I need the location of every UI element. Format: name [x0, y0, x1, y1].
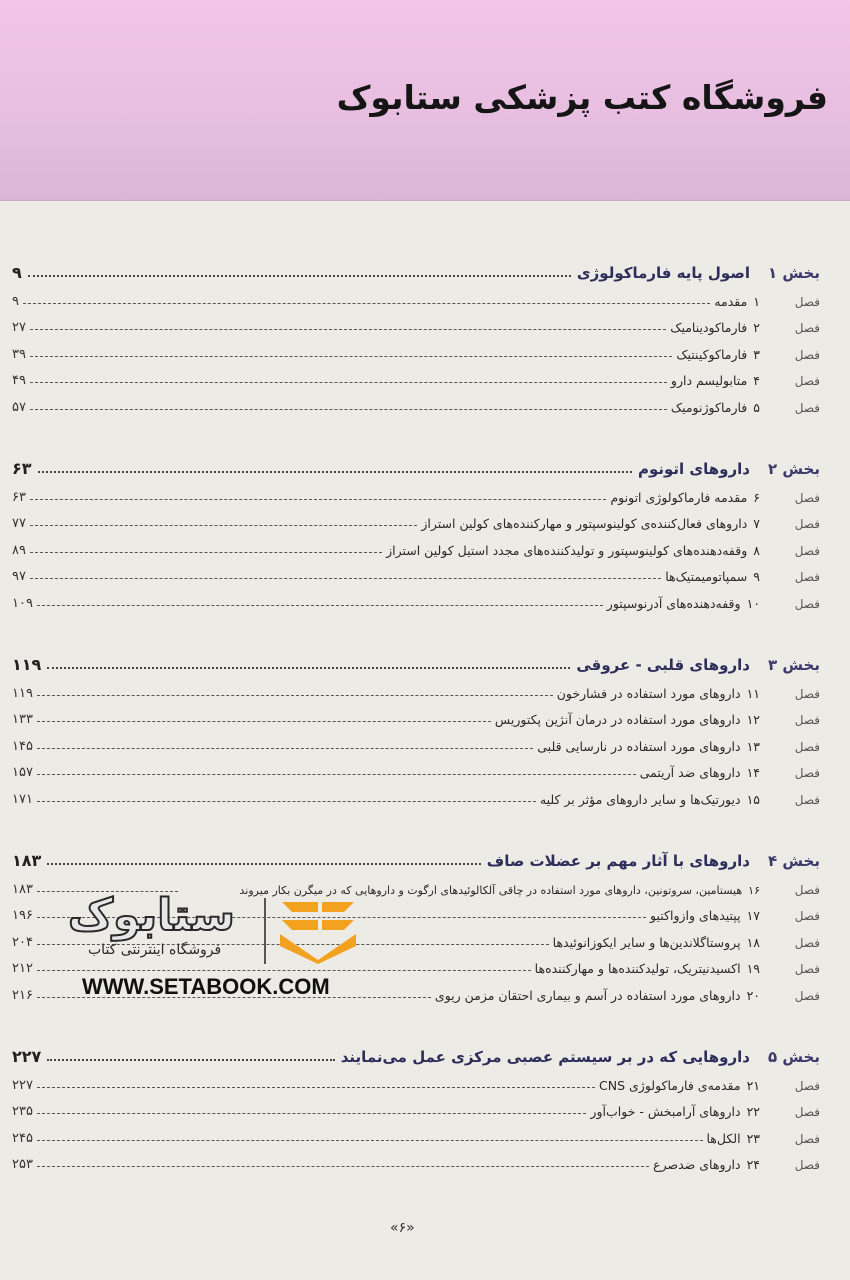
section-page: ۱۸۳: [12, 851, 42, 870]
chapter-title: داروهای مورد استفاده در آسم و بیماری احتقان مزمن ریوی: [434, 987, 741, 1003]
section-page: ۱۱۹: [12, 655, 42, 674]
dash-leader: [30, 499, 606, 500]
toc-section: [12, 448, 820, 611]
dash-leader: [37, 801, 536, 802]
chapter-title: داروهای مورد استفاده در فشارخون: [556, 685, 741, 701]
chapter-number: ۱: [753, 293, 760, 309]
chapter-label: فصل: [794, 882, 820, 897]
section-heading[interactable]: [12, 644, 820, 674]
chapter-page: ۱۹۶: [12, 908, 33, 923]
section-heading[interactable]: [12, 252, 820, 282]
chapter-page: ۱۸۳: [12, 881, 33, 897]
dash-leader: [30, 356, 672, 357]
dot-leader: [47, 667, 570, 669]
chapter-page: ۳۹: [12, 346, 26, 362]
dot-leader: [38, 471, 632, 473]
chapter-label: فصل: [794, 909, 820, 923]
section-label: بخش ۲: [767, 460, 820, 478]
brand-wordmark: ستابوک: [68, 890, 235, 941]
chapter-label: فصل: [794, 294, 820, 309]
chapter-title: داروهای مورد استفاده در نارسایی قلبی: [537, 738, 741, 754]
chapter-number: ۴: [753, 373, 760, 388]
chapter-label: فصل: [794, 766, 820, 780]
chapter-number: ۲۴: [746, 1157, 760, 1172]
dash-leader: [37, 1166, 649, 1167]
section-title: داروهایی که در بر سیستم عصبی مرکزی عمل می‌نمایند: [340, 1048, 750, 1066]
chapter-number: ۱۰: [746, 595, 760, 611]
chapter-row[interactable]: [12, 1146, 820, 1173]
chapter-page: ۱۷۱: [12, 791, 33, 807]
chapter-page: ۱۱۹: [12, 685, 33, 701]
chapter-page: ۲۵۳: [12, 1157, 33, 1172]
chapter-page: ۲۳۵: [12, 1104, 33, 1119]
chapter-label: فصل: [794, 596, 820, 611]
chapter-label: فصل: [794, 962, 820, 976]
chapter-title: هیستامین، سروتونین، داروهای مورد استفاده در چاقی آلکالوئیدهای ارگوت و داروهایی که در میگرن بکار میروند: [239, 883, 743, 897]
dash-leader: [37, 1113, 586, 1114]
chapter-label: فصل: [794, 517, 820, 531]
chapter-page: ۹: [12, 293, 19, 309]
chapter-page: ۵۷: [12, 399, 26, 415]
chapter-number: ۱۱: [746, 685, 760, 701]
chapter-row[interactable]: [12, 558, 820, 585]
dot-leader: [47, 863, 480, 865]
chapter-page: ۱۳۳: [12, 712, 33, 727]
chapter-row[interactable]: [12, 780, 820, 807]
dash-leader: [37, 748, 533, 749]
dash-leader: [30, 382, 667, 383]
chapter-title: فارماکوکینتیک: [676, 346, 748, 362]
chapter-title: داروهای مورد استفاده در درمان آنژین پکتوریس: [494, 712, 741, 727]
chapter-number: ۶: [753, 489, 760, 505]
chapter-number: ۱۷: [746, 908, 760, 923]
chapter-title: مقدمه فارماکولوژی اتونوم: [610, 489, 748, 505]
chapter-row[interactable]: [12, 1066, 820, 1093]
toc-section: [12, 1036, 820, 1172]
header-banner: [0, 0, 850, 201]
chapter-number: ۲۱: [746, 1077, 760, 1093]
chapter-page: ۴۹: [12, 373, 26, 388]
chapter-title: الکل‌ها: [706, 1130, 741, 1146]
chapter-label: فصل: [794, 543, 820, 558]
chapter-page: ۱۴۵: [12, 738, 33, 754]
chapter-label: فصل: [794, 1131, 820, 1146]
chapter-page: ۲۱۲: [12, 961, 33, 976]
chapter-title: دیورتیک‌ها و سایر داروهای مؤثر بر کلیه: [539, 791, 741, 807]
chapter-number: ۷: [753, 516, 760, 531]
dash-leader: [30, 552, 382, 553]
section-heading[interactable]: [12, 448, 820, 478]
chapter-page: ۸۹: [12, 542, 26, 558]
chapter-row[interactable]: [12, 1119, 820, 1146]
chapter-title: داروهای فعال‌کننده‌ی کولینوسپتور و مهارکننده‌های کولین استراز: [421, 516, 748, 531]
chapter-row[interactable]: [12, 727, 820, 754]
chapter-title: داروهای آرامبخش - خواب‌آور: [590, 1104, 741, 1119]
chapter-label: فصل: [794, 739, 820, 754]
dash-leader: [30, 525, 417, 526]
toc-page: [0, 200, 850, 1280]
section-title: داروهای با آثار مهم بر عضلات صاف: [486, 852, 750, 870]
chapter-page: ۹۷: [12, 569, 26, 584]
dash-leader: [30, 578, 661, 579]
section-label: بخش ۱: [767, 264, 820, 282]
chapter-number: ۲۲: [746, 1104, 760, 1119]
section-label: بخش ۵: [767, 1048, 820, 1066]
section-page: ۹: [12, 263, 22, 282]
chapter-row[interactable]: [12, 309, 820, 336]
chapter-title: مقدمه: [714, 293, 748, 309]
dash-leader: [37, 1087, 595, 1088]
chapter-number: ۲۰: [746, 987, 760, 1003]
chapter-page: ۲۴۵: [12, 1130, 33, 1146]
chapter-row[interactable]: [12, 754, 820, 781]
chapter-row[interactable]: [12, 701, 820, 728]
chapter-number: ۵: [753, 399, 760, 415]
chapter-row[interactable]: [12, 505, 820, 532]
chapter-number: ۱۴: [746, 765, 760, 780]
chapter-label: فصل: [794, 347, 820, 362]
chapter-page: ۶۳: [12, 489, 26, 505]
section-label: بخش ۴: [767, 852, 820, 870]
chapter-row[interactable]: [12, 584, 820, 611]
chapter-row[interactable]: [12, 478, 820, 505]
chapter-number: ۱۸: [746, 934, 760, 950]
page-number: «۶»: [390, 1220, 415, 1236]
chapter-label: فصل: [794, 400, 820, 415]
chapter-row[interactable]: [12, 388, 820, 415]
chapter-page: ۲۷: [12, 320, 26, 335]
chapter-label: فصل: [794, 1158, 820, 1172]
chapter-label: فصل: [794, 713, 820, 727]
chapter-page: ۱۵۷: [12, 765, 33, 780]
dot-leader: [47, 1059, 334, 1061]
chapter-number: ۱۹: [746, 961, 760, 976]
chapter-title: فارماکودینامیک: [670, 320, 748, 335]
chapter-number: ۲: [753, 320, 760, 335]
dash-leader: [30, 329, 666, 330]
chapter-row[interactable]: [12, 531, 820, 558]
chapter-page: ۲۰۴: [12, 934, 33, 950]
chapter-page: ۱۰۹: [12, 595, 33, 611]
chapter-label: فصل: [794, 792, 820, 807]
toc-section: [12, 252, 820, 415]
chapter-label: فصل: [794, 570, 820, 584]
section-label: بخش ۳: [767, 656, 820, 674]
chapter-title: فارماکوژنومیک: [670, 399, 748, 415]
chapter-label: فصل: [794, 490, 820, 505]
chapter-title: اکسیدنیتریک، تولیدکننده‌ها و مهارکننده‌ها: [534, 961, 741, 976]
chapter-number: ۱۶: [748, 883, 760, 897]
chapter-title: سمپاتومیمتیک‌ها: [665, 569, 748, 584]
section-heading[interactable]: [12, 840, 820, 870]
dash-leader: [37, 695, 553, 696]
section-heading[interactable]: [12, 1036, 820, 1066]
section-title: داروهای قلبی - عروقی: [576, 656, 750, 674]
chapter-label: فصل: [794, 321, 820, 335]
chapter-title: داروهای ضدصرع: [653, 1157, 741, 1172]
dot-leader: [28, 275, 571, 277]
brand-url[interactable]: WWW.SETABOOK.COM: [82, 974, 330, 999]
chapter-title: وقفه‌دهنده‌های کولینوسپتور و تولیدکننده‌های مجدد استیل کولین استراز: [386, 542, 748, 558]
chapter-page: ۲۲۷: [12, 1077, 33, 1093]
chapter-number: ۸: [753, 542, 760, 558]
dash-leader: [37, 1140, 703, 1141]
chapter-title: مقدمه‌ی فارماکولوژی CNS: [599, 1077, 741, 1093]
chapter-number: ۱۳: [746, 738, 760, 754]
chapter-row[interactable]: [12, 282, 820, 309]
chapter-row[interactable]: [12, 1093, 820, 1120]
dash-leader: [30, 409, 667, 410]
chapter-number: ۱۲: [746, 712, 760, 727]
chapter-label: فصل: [794, 374, 820, 388]
chapter-page: ۲۱۶: [12, 987, 33, 1003]
chapter-title: پپتیدهای وازواکتیو: [650, 908, 741, 923]
chapter-label: فصل: [794, 686, 820, 701]
chapter-title: پروستاگلاندین‌ها و سایر ایکوزانوئیدها: [552, 934, 741, 950]
chapter-number: ۹: [753, 569, 760, 584]
dash-leader: [23, 303, 710, 304]
dash-leader: [37, 605, 603, 606]
chapter-label: فصل: [794, 1078, 820, 1093]
chapter-row[interactable]: [12, 674, 820, 701]
section-title: اصول پایه فارماکولوژی: [576, 264, 750, 282]
chapter-title: وقفه‌دهنده‌های آدرنوسپتور: [606, 595, 741, 611]
chapter-title: متابولیسم دارو: [670, 373, 748, 388]
chapter-row[interactable]: [12, 362, 820, 389]
book-chevron-icon: [278, 898, 358, 964]
setabook-watermark[interactable]: [68, 890, 358, 1000]
dash-leader: [37, 774, 636, 775]
brand-tagline: فروشگاه اینترنتی کتاب: [88, 942, 222, 958]
chapter-number: ۲۳: [746, 1130, 760, 1146]
page-title: فروشگاه کتب پزشکی ستابوک: [336, 78, 828, 117]
chapter-label: فصل: [794, 935, 820, 950]
chapter-label: فصل: [794, 1105, 820, 1119]
dash-leader: [37, 721, 491, 722]
section-page: ۲۲۷: [12, 1047, 42, 1066]
chapter-page: ۷۷: [12, 516, 26, 531]
chapter-label: فصل: [794, 988, 820, 1003]
section-title: داروهای اتونوم: [637, 460, 750, 478]
section-page: ۶۳: [12, 459, 32, 478]
chapter-number: ۳: [753, 346, 760, 362]
toc-section: [12, 644, 820, 807]
chapter-number: ۱۵: [746, 791, 760, 807]
chapter-title: داروهای ضد آریتمی: [639, 765, 741, 780]
logo-divider: [264, 898, 266, 964]
chapter-row[interactable]: [12, 335, 820, 362]
